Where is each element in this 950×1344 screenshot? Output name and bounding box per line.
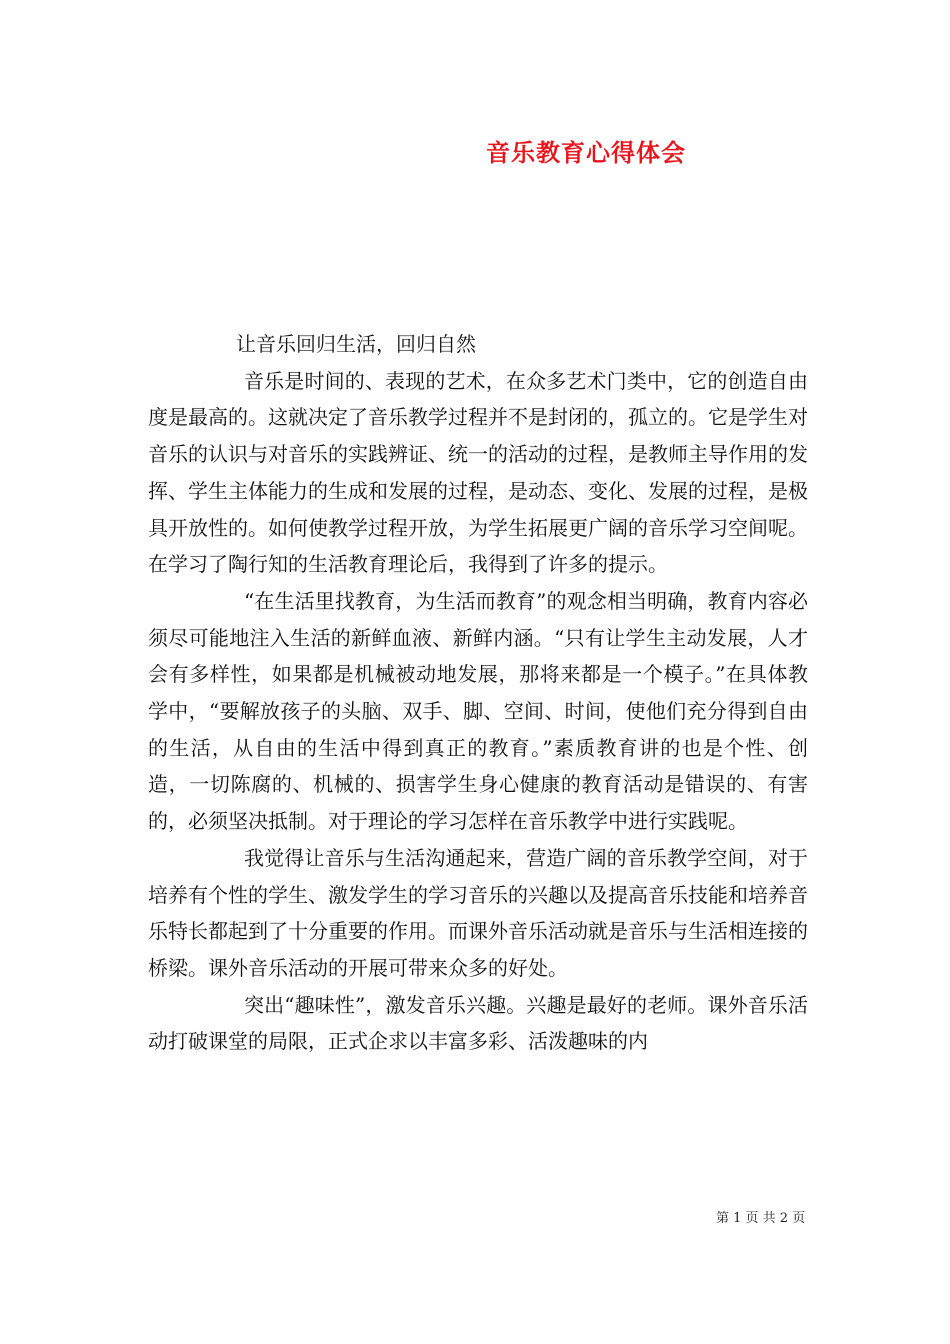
paragraph: 突出“趣味性”，激发音乐兴趣。兴趣是最好的老师。课外音乐活动打破课堂的局限，正式企求以丰富多彩、活泼趣味的内: [148, 992, 808, 1054]
paragraph: 我觉得让音乐与生活沟通起来，营造广阔的音乐教学空间，对于培养有个性的学生、激发学生的学习音乐的兴趣以及提高音乐技能和培养音乐特长都起到了十分重要的作用。而课外音乐活动就是音乐与生活相连接的桥梁。课外音乐活动的开展可带来众多的好处。: [148, 845, 808, 980]
paragraph: “在生活里找教育，为生活而教育”的观念相当明确，教育内容必须尽可能地注入生活的新鲜血液、新鲜内涵。“只有让学生主动发展，人才会有多样性，如果都是机械被动地发展，那将来都是一个模子。”在具体教学中，“要解放孩子的头脑、双手、脚、空间、时间，使他们充分得到自由的生活，从自由的生活中得到真正的教育。”素质教育讲的也是个性、创造，一切陈腐的、机械的、损害学生身心健康的教育活动是错误的、有害的，必须坚决抵制。对于理论的学习怎样在音乐教学中进行实践呢。: [148, 588, 808, 834]
paragraph: 音乐是时间的、表现的艺术，在众多艺术门类中，它的创造自由度是最高的。这就决定了音乐教学过程并不是封闭的，孤立的。它是学生对音乐的认识与对音乐的实践辨证、统一的活动的过程，是教师主导作用的发挥、学生主体能力的生成和发展的过程，是动态、变化、发展的过程，是极具开放性的。如何使教学过程开放，为学生拓展更广阔的音乐学习空间呢。在学习了陶行知的生活教育理论后，我得到了许多的提示。: [148, 368, 808, 577]
document-subtitle: 让音乐回归生活，回归自然: [236, 332, 476, 356]
document-body: [148, 326, 808, 1060]
document-title: 音乐教育心得体会: [486, 138, 686, 167]
page-number-footer: 第 1 页 共 2 页: [716, 1211, 806, 1226]
